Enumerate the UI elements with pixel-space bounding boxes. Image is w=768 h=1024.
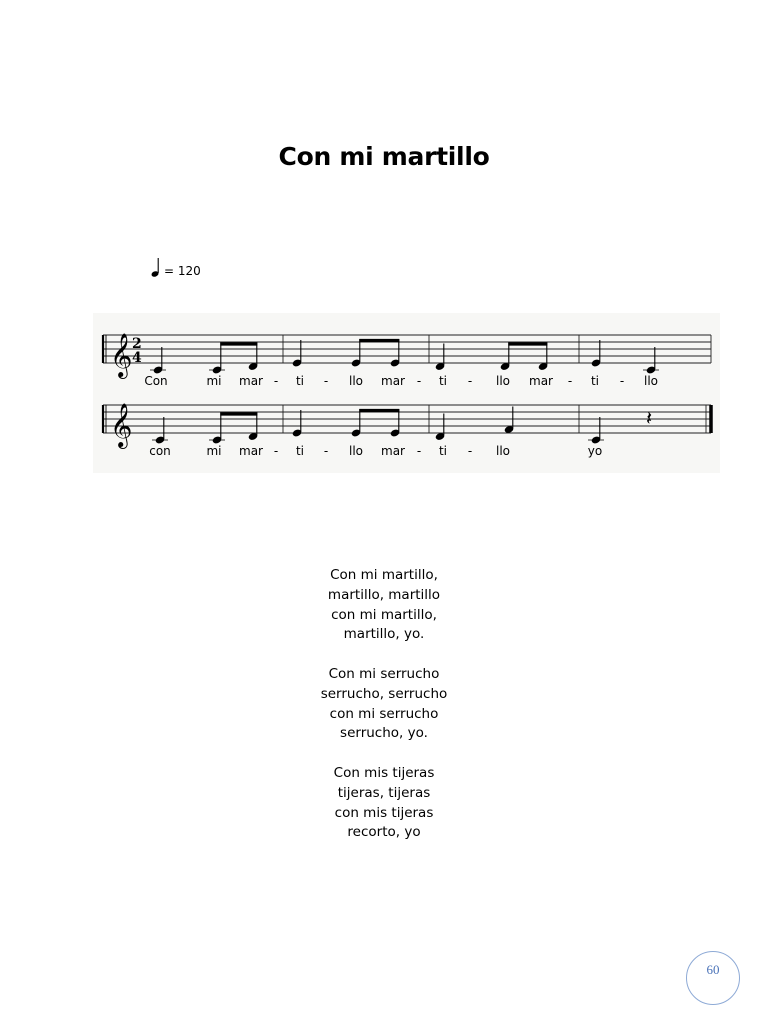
- music-score: [93, 313, 720, 473]
- stanza-line: tijeras, tijeras: [337, 784, 431, 801]
- tempo-marking: [150, 256, 201, 278]
- lyrics-system-1: [93, 374, 720, 390]
- stanza-line: martillo, yo.: [343, 626, 425, 643]
- stanza-line: Con mi martillo,: [330, 567, 438, 583]
- stanza-line: con mis tijeras: [334, 804, 434, 821]
- lyric-syllable: ti: [295, 444, 305, 458]
- lyric-syllable: llo: [495, 444, 511, 458]
- lyric-syllable: -: [467, 374, 473, 388]
- lyric-syllable: -: [273, 444, 279, 458]
- stanza: [0, 665, 768, 744]
- page-title: Con mi martillo: [278, 142, 490, 171]
- song-lyrics-text: [0, 566, 768, 863]
- time-signature-bottom: 4: [132, 350, 142, 366]
- stanza-line: Con mi serrucho: [328, 665, 440, 682]
- lyric-syllable: mar: [239, 374, 263, 388]
- tempo-value: = 120: [164, 264, 201, 278]
- stanza-line: con mi serrucho: [329, 705, 439, 722]
- lyric-syllable: -: [323, 444, 329, 458]
- lyric-syllable: -: [416, 444, 422, 458]
- lyric-syllable: mi: [206, 444, 222, 458]
- lyric-syllable: mi: [206, 374, 222, 388]
- quarter-note-icon: [150, 256, 162, 278]
- stanza-line: Con mis tijeras: [333, 764, 435, 781]
- treble-clef-icon: 𝄞: [110, 333, 133, 377]
- lyric-syllable: -: [467, 444, 473, 458]
- stanza-line: serrucho, yo.: [340, 725, 428, 742]
- lyric-syllable: -: [416, 374, 422, 388]
- lyric-syllable: ti: [438, 444, 448, 458]
- lyric-syllable: Con: [144, 374, 168, 388]
- lyric-syllable: -: [619, 374, 625, 388]
- lyric-syllable: -: [323, 374, 329, 388]
- lyric-syllable: mar: [381, 444, 405, 458]
- lyric-syllable: llo: [643, 374, 659, 388]
- time-signature-top: 2: [132, 336, 142, 352]
- stanza-line: recorto, yo: [347, 824, 421, 841]
- stanza-line: martillo, martillo: [327, 586, 441, 603]
- quarter-rest-icon: 𝄽: [646, 406, 653, 430]
- page-number: 60: [686, 951, 740, 1005]
- lyric-syllable: mar: [529, 374, 553, 388]
- lyric-syllable: llo: [348, 444, 364, 458]
- lyric-syllable: mar: [239, 444, 263, 458]
- treble-clef-icon: 𝄞: [110, 403, 133, 447]
- stanza: [0, 566, 768, 645]
- lyric-syllable: con: [149, 444, 171, 458]
- lyric-syllable: -: [273, 374, 279, 388]
- stanza-line: con mi martillo,: [331, 606, 437, 623]
- lyric-syllable: -: [567, 374, 573, 388]
- lyric-syllable: ti: [590, 374, 600, 388]
- stanza-line: serrucho, serrucho: [320, 685, 448, 702]
- lyrics-system-2: [93, 444, 720, 460]
- stanza: [0, 764, 768, 843]
- lyric-syllable: ti: [295, 374, 305, 388]
- lyric-syllable: ti: [438, 374, 448, 388]
- lyric-syllable: llo: [495, 374, 511, 388]
- lyric-syllable: yo: [587, 444, 603, 458]
- lyric-syllable: llo: [348, 374, 364, 388]
- lyric-syllable: mar: [381, 374, 405, 388]
